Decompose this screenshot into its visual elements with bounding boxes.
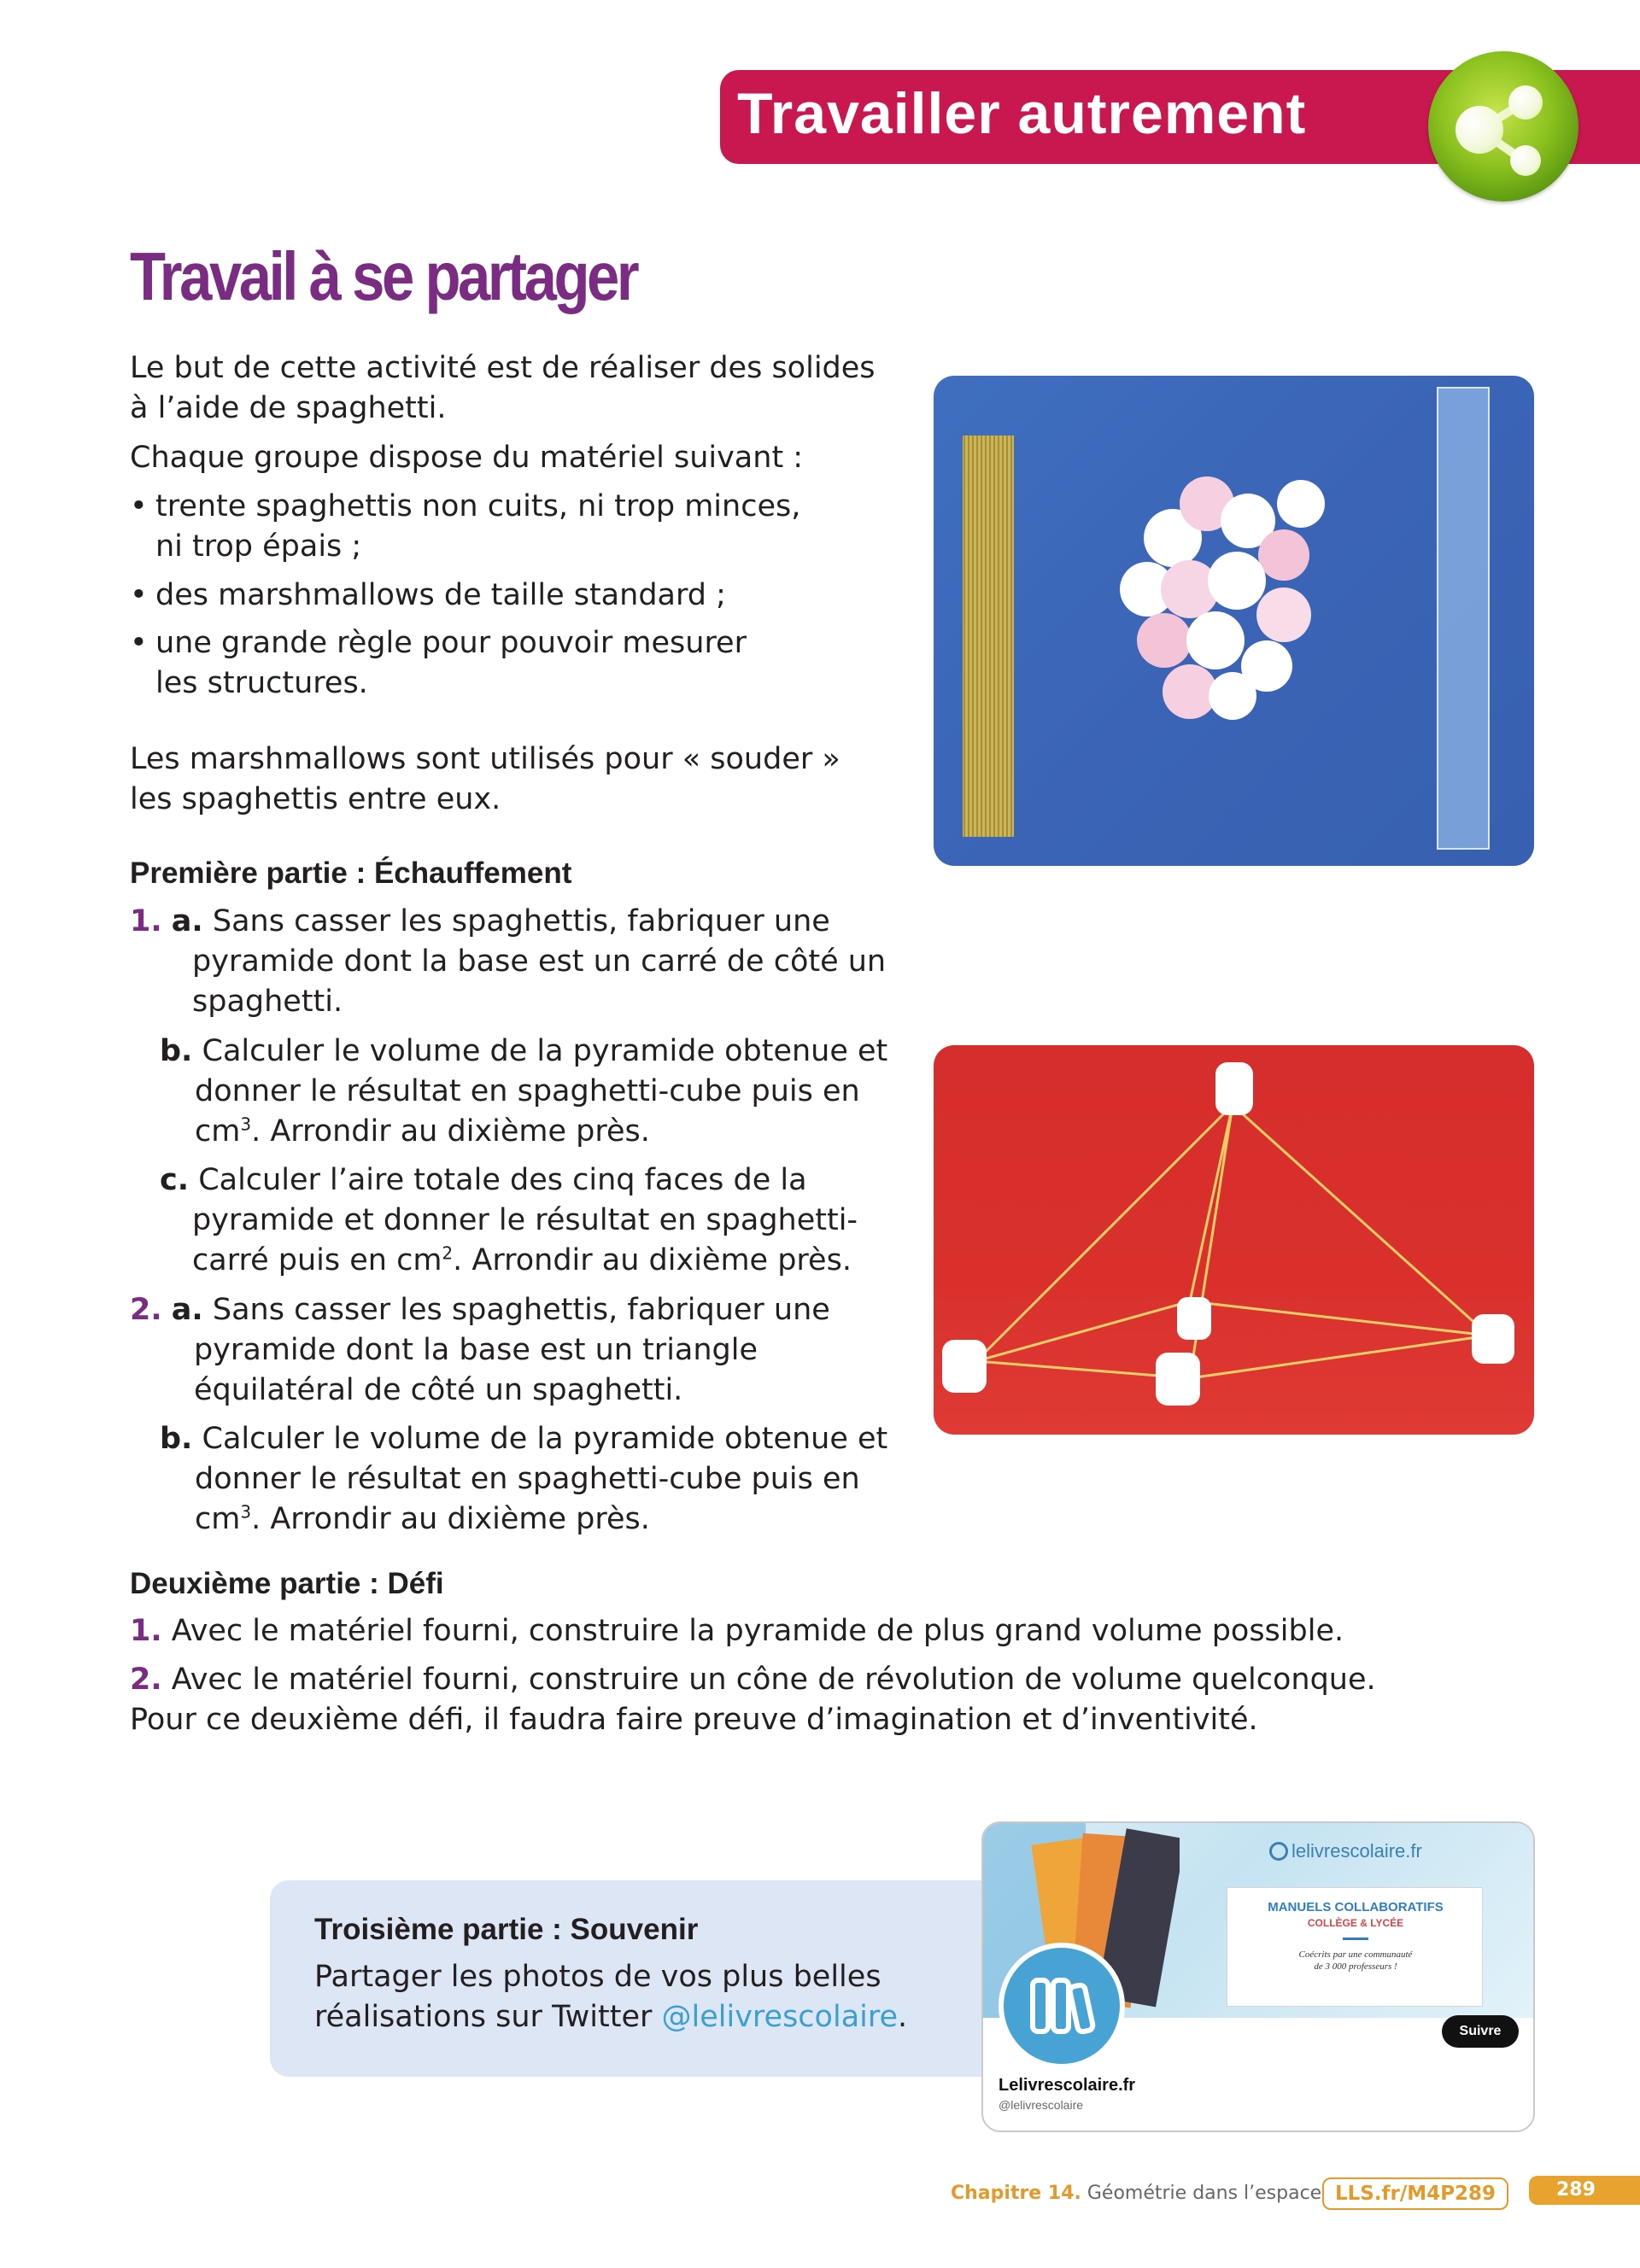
question-1c-cont: pyramide et donner le résultat en spaghetti- carré puis en $cm^2$. Arrondir au dixième près.: [192, 1203, 858, 1277]
profile-name: Lelivrescolaire.fr: [999, 2076, 1136, 2095]
challenge-2: 2. Avec le matériel fourni, construire un cône de révolution de volume quelconque. Pour ce deuxième défi, il faudra faire preuve d’imagination et d’inventivité.: [130, 1663, 1376, 1737]
pyramid-photo: [934, 1045, 1534, 1435]
question-2a: 2. a. Sans casser les spaghettis, fabriquer une: [130, 1293, 830, 1327]
question-2a-cont: pyramide dont la base est un triangle équilatéral de côté un spaghetti.: [194, 1333, 758, 1407]
material-item: • une grande règle pour pouvoir mesurer les structures.: [155, 623, 747, 704]
part1-heading: Première partie : Échauffement: [130, 856, 572, 890]
question-2b: b. Calculer le volume de la pyramide obtenue et: [160, 1422, 888, 1456]
avatar[interactable]: [999, 1943, 1125, 2069]
marshmallow-joints-icon: [942, 1062, 1514, 1406]
card-panel: MANUELS COLLABORATIFS COLLÈGE & LYCÉE Coécrits par une communauté de 3 000 professeurs !: [1227, 1887, 1483, 2007]
profile-handle: @lelivrescolaire: [999, 2098, 1084, 2112]
molecule-logo-icon: [1428, 51, 1578, 202]
twitter-handle-link[interactable]: @lelivrescolaire: [661, 2000, 899, 2034]
marshmallow-pile-icon: [1120, 476, 1325, 720]
follow-button[interactable]: Suivre: [1442, 2015, 1519, 2048]
question-1a-cont: pyramide dont la base est un carré de côté un spaghetti.: [192, 944, 887, 1019]
souvenir-box: [270, 1880, 1013, 2077]
part2-heading: Deuxième partie : Défi: [130, 1567, 444, 1600]
material-intro: Chaque groupe dispose du matériel suivant :: [130, 441, 804, 475]
pyramid-edges-icon: [976, 1105, 1489, 1378]
intro-paragraph: Le but de cette activité est de réaliser des solides à l’aide de spaghetti.: [130, 351, 876, 425]
material-item: • trente spaghettis non cuits, ni trop minces, ni trop épais ;: [155, 487, 800, 567]
ruler-icon: [1438, 388, 1489, 849]
banner-title: Travailler autrement: [737, 81, 1307, 146]
card-brand: lelivrescolaire.fr: [1269, 1840, 1422, 1862]
spaghetti-bundle-icon: [963, 435, 1014, 837]
question-1a: 1. a. Sans casser les spaghettis, fabriquer une: [130, 904, 830, 938]
material-item: • des marshmallows de taille standard ;: [155, 576, 726, 616]
books-logo-icon: [1004, 1948, 1120, 2064]
question-1b-cont: donner le résultat en spaghetti-cube puis en $cm^3$. Arrondir au dixième près.: [195, 1074, 860, 1149]
marshmallow-note: Les marshmallows sont utilisés pour « souder » les spaghettis entre eux.: [130, 742, 840, 816]
page-title: Travail à se partager: [130, 238, 637, 314]
footer-link-code[interactable]: LLS.fr/M4P289: [1322, 2177, 1508, 2210]
brand-logo-icon: [1269, 1842, 1288, 1861]
footer-chapter: Chapitre 14. Géométrie dans l’espace: [951, 2183, 1322, 2204]
question-1c: c. Calculer l’aire totale des cinq faces de la: [160, 1163, 807, 1197]
question-1b: b. Calculer le volume de la pyramide obtenue et: [160, 1034, 888, 1068]
souvenir-text: Partager les photos de vos plus belles réalisations sur Twitter @lelivrescolaire.: [314, 1960, 908, 2034]
twitter-profile-card: [981, 1821, 1535, 2132]
page-number: 289: [1529, 2176, 1640, 2205]
challenge-1: 1. Avec le matériel fourni, construire la pyramide de plus grand volume possible.: [130, 1614, 1344, 1648]
question-2b-cont: donner le résultat en spaghetti-cube puis en $cm^3$. Arrondir au dixième près.: [195, 1462, 860, 1536]
part3-heading: Troisième partie : Souvenir: [314, 1913, 699, 1946]
materials-photo: [934, 376, 1534, 866]
